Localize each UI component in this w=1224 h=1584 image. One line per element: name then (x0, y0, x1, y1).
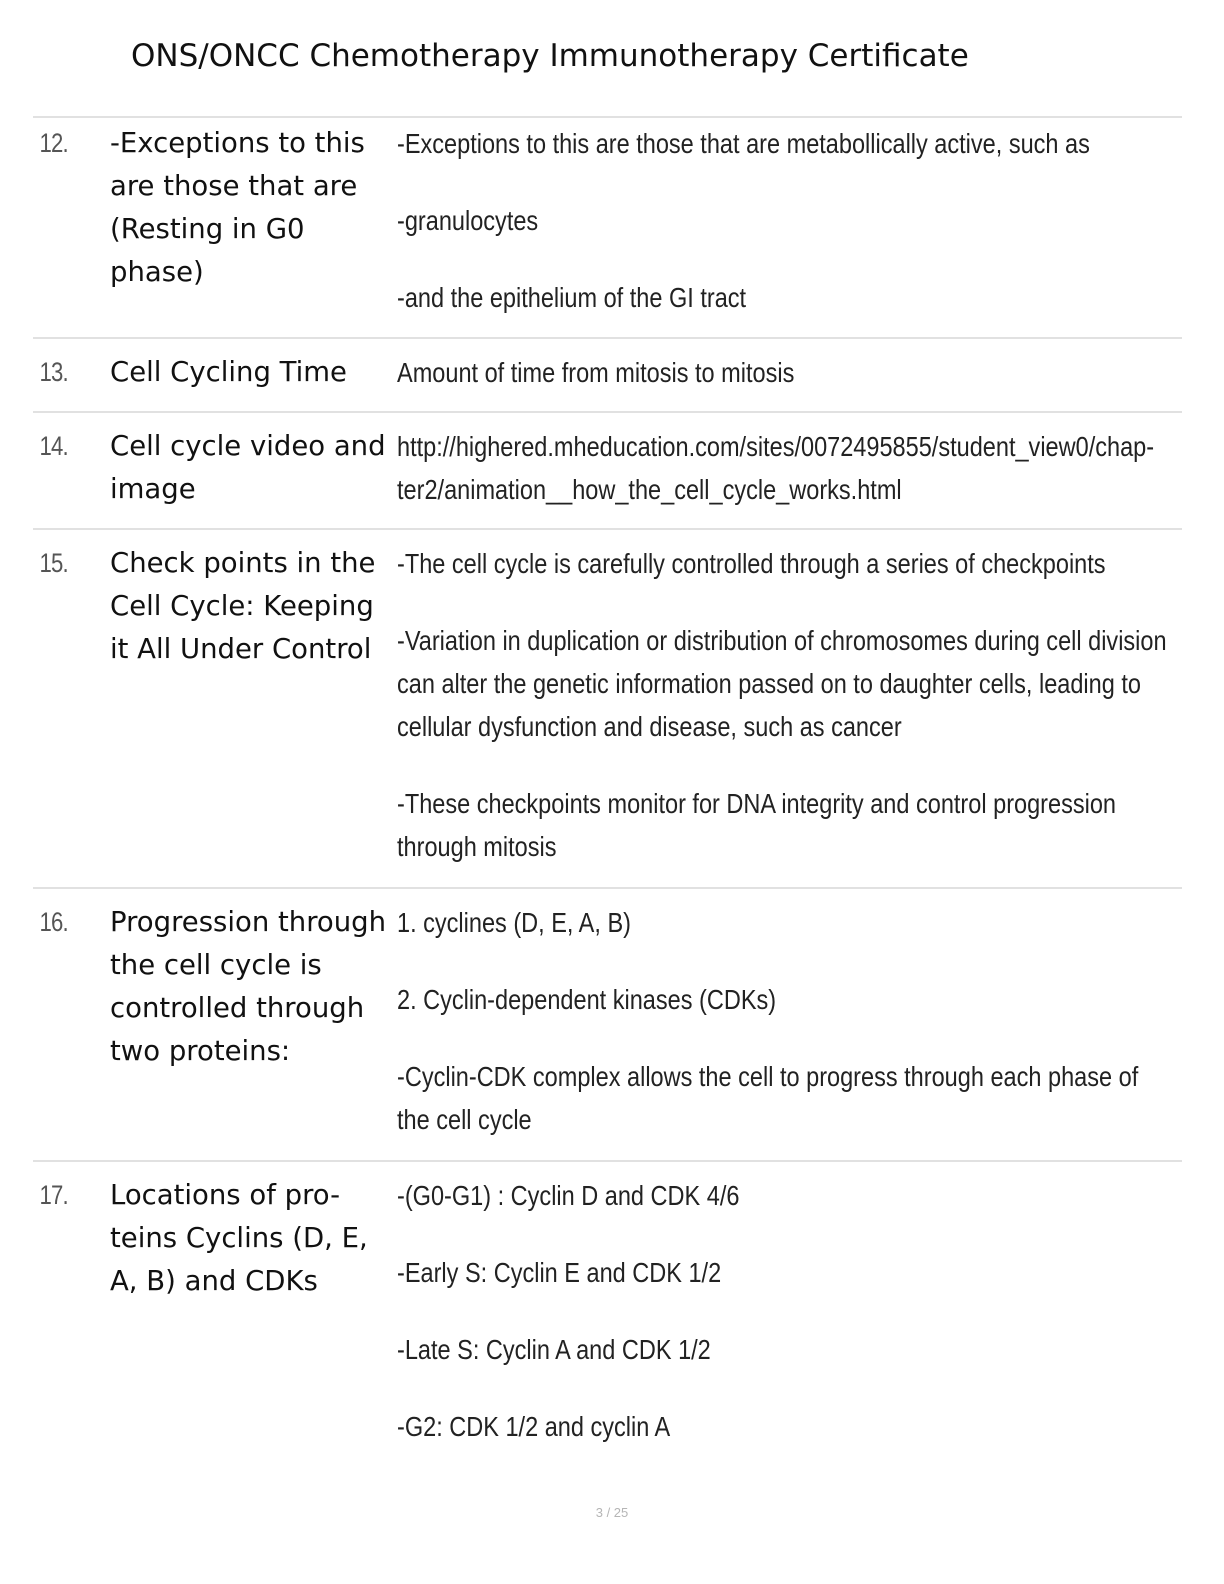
flashcard-row (33, 1160, 1182, 1460)
card-term: Progression through the cell cycle is controlled through two proteins: (110, 906, 387, 1067)
flashcard-row (33, 528, 1182, 887)
definition-line: -(G0-G1) : Cyclin D and CDK 4/6 (397, 1180, 740, 1211)
card-term: Cell Cycling Time (110, 356, 347, 388)
card-number: 13. (39, 357, 68, 387)
definition-link[interactable]: http://highered.mheducation.com/sites/0072495855/student_view0/chap-ter2/animation__how_the_cell_cycle_works.html (397, 431, 1155, 505)
card-definition (397, 901, 1182, 1141)
card-term: Check points in the Cell Cycle: Keeping it All Under Control (110, 547, 376, 665)
definition-line: Amount of time from mitosis to mitosis (397, 357, 795, 388)
card-number: 15. (39, 548, 68, 578)
page-indicator: 3 / 25 (595, 1505, 629, 1520)
card-term: Locations of pro-teins Cyclins (D, E, A, B) and CDKs (110, 1179, 368, 1297)
page-title: ONS/ONCC Chemotherapy Immunotherapy Certificate (131, 38, 969, 74)
definition-line: -Variation in duplication or distribution of chromosomes during cell division can alter the genetic information passed on to daughter cells, leading to cellular dysfunction and disease, such as cancer (397, 625, 1167, 742)
card-number: 17. (39, 1180, 68, 1210)
definition-line: -Cyclin-CDK complex allows the cell to progress through each phase of the cell cycle (397, 1061, 1139, 1135)
card-definition (397, 1174, 1182, 1448)
card-term: -Exceptions to this are those that are (Resting in G0 phase) (110, 127, 365, 288)
flashcard-row (33, 116, 1182, 337)
definition-line: -G2: CDK 1/2 and cyclin A (397, 1411, 671, 1442)
card-definition (397, 542, 1182, 868)
definition-line: -Late S: Cyclin A and CDK 1/2 (397, 1334, 711, 1365)
definition-line: -The cell cycle is carefully controlled through a series of checkpoints (397, 548, 1106, 579)
card-definition (397, 351, 1182, 394)
definition-line: -granulocytes (397, 205, 539, 236)
definition-line: 1. cyclines (D, E, A, B) (397, 907, 631, 938)
definition-line: -Early S: Cyclin E and CDK 1/2 (397, 1257, 722, 1288)
card-number: 12. (39, 128, 68, 158)
flashcard-row (33, 337, 1182, 411)
definition-line: 2. Cyclin-dependent kinases (CDKs) (397, 984, 777, 1015)
card-definition (397, 122, 1182, 319)
card-number: 16. (39, 907, 68, 937)
card-number: 14. (39, 431, 68, 461)
definition-line: -Exceptions to this are those that are metabollically active, such as (397, 128, 1090, 159)
definition-line: -and the epithelium of the GI tract (397, 282, 747, 313)
flashcard-row (33, 887, 1182, 1160)
definition-line: -These checkpoints monitor for DNA integrity and control progression through mitosis (397, 788, 1117, 862)
flashcard-row (33, 411, 1182, 528)
card-term: Cell cycle video and image (110, 430, 386, 505)
flashcard-list (33, 116, 1182, 1460)
card-definition (397, 425, 1182, 511)
